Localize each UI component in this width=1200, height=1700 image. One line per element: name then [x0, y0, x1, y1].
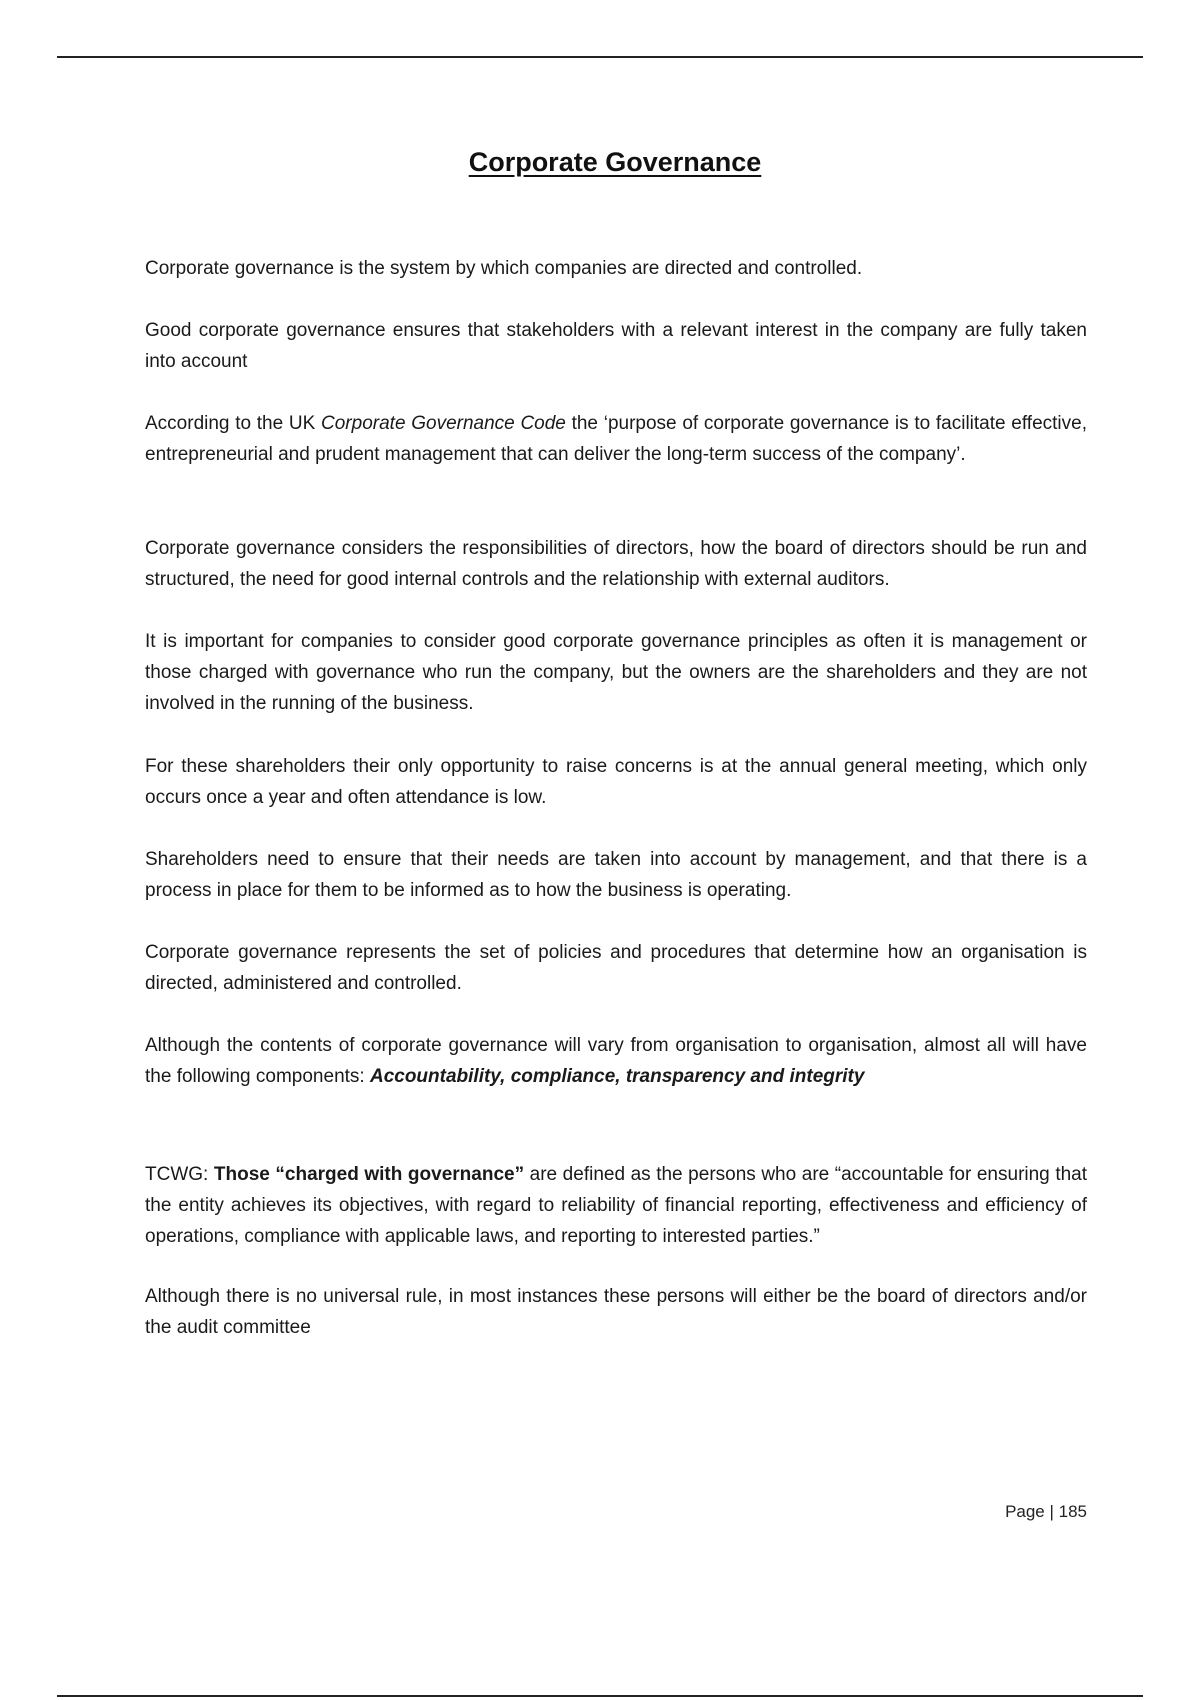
paragraph-responsibilities: Corporate governance considers the responsibilities of directors, how the board of directors should be run and structured, the need for good internal controls and the relationship with external auditors.: [145, 538, 1087, 590]
uk-code-text-before: According to the UK: [145, 413, 322, 434]
page-number: Page | 185: [1005, 1502, 1087, 1521]
header-rule: [57, 56, 1143, 58]
tcwg-label: TCWG:: [145, 1164, 214, 1185]
tcwg-term: Those “charged with governance”: [213, 1164, 525, 1185]
components-list: Accountability, compliance, transparency and integrity: [369, 1066, 865, 1087]
paragraph-agm: For these shareholders their only opportunity to raise concerns is at the annual general meeting, which only occurs once a year and often attendance is low.: [145, 756, 1087, 808]
paragraph-uk-code: [145, 408, 1087, 470]
paragraph-principles: It is important for companies to consider good corporate governance principles as often it is management or those charged with governance who run the company, but the owners are the shareholders and they are not involved in the running of the business.: [145, 631, 1087, 714]
paragraph-tcwg: [145, 1159, 1087, 1252]
tcwg-definition: are defined as the persons who are “accountable for ensuring that the entity achieves its objectives, with regard to reliability of financial reporting, effectiveness and efficiency of operations, compliance with applicable laws, and reporting to interested parties.”: [145, 1164, 1088, 1247]
uk-code-title: Corporate Governance Code: [321, 413, 566, 434]
paragraph-stakeholders: Good corporate governance ensures that stakeholders with a relevant interest in the company are fully taken into account: [145, 320, 1087, 372]
page-title: Corporate Governance: [468, 147, 762, 177]
paragraph-shareholders: Shareholders need to ensure that their needs are taken into account by management, and that there is a process in place for them to be informed as to how the business is operating.: [145, 849, 1087, 901]
paragraph-components: [145, 1030, 1087, 1092]
uk-code-text-after: the ‘purpose of corporate governance is to facilitate effective, entrepreneurial and prudent management that can deliver the long-term success of the company’.: [145, 413, 1087, 465]
paragraph-definition: Corporate governance is the system by which companies are directed and controlled.: [145, 258, 863, 279]
paragraph-policies: Corporate governance represents the set of policies and procedures that determine how an organisation is directed, administered and controlled.: [145, 942, 1087, 994]
footer-rule: [57, 1695, 1143, 1697]
paragraph-universal-rule: Although there is no universal rule, in most instances these persons will either be the board of directors and/or the audit committee: [145, 1286, 1087, 1338]
components-text: Although the contents of corporate governance will vary from organisation to organisation, almost all will have the following components:: [145, 1035, 1087, 1087]
